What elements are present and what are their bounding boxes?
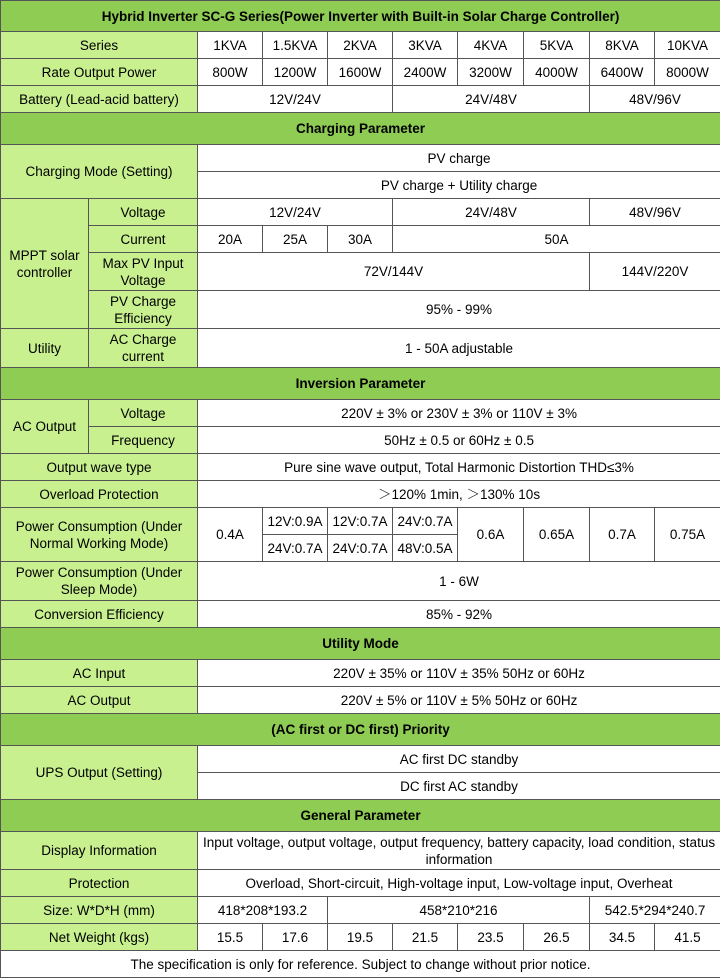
- overload-value: ＞120% 1min, ＞130% 10s: [198, 481, 720, 508]
- protection-value: Overload, Short-circuit, High-voltage input, Low-voltage input, Overheat: [198, 870, 720, 897]
- series-cell: 4KVA: [458, 32, 524, 59]
- conversion-label: Conversion Efficiency: [1, 601, 198, 628]
- rate-output-cell: 800W: [198, 59, 263, 86]
- charging-header: Charging Parameter: [1, 113, 720, 145]
- series-cell: 10KVA: [655, 32, 720, 59]
- footer-note: The specification is only for reference. Subject to change without prior notice.: [1, 951, 720, 978]
- overload-label: Overload Protection: [1, 481, 198, 508]
- weight-cell: 23.5: [458, 924, 524, 951]
- weight-cell: 41.5: [655, 924, 720, 951]
- power-normal-subcell: 24V:0.7A: [263, 535, 328, 562]
- size-cell: 458*210*216: [328, 897, 590, 924]
- series-cell: 1.5KVA: [263, 32, 328, 59]
- conversion-value: 85% - 92%: [198, 601, 720, 628]
- utility-label: Utility: [1, 329, 89, 368]
- um-ac-output-label: AC Output: [1, 687, 198, 714]
- charging-mode-option: PV charge + Utility charge: [198, 172, 720, 199]
- mppt-label: MPPT solar controller: [1, 199, 89, 329]
- max-pv-label: Max PV Input Voltage: [89, 253, 198, 291]
- rate-output-cell: 6400W: [590, 59, 655, 86]
- ac-charge-label: AC Charge current: [89, 329, 198, 368]
- weight-cell: 19.5: [328, 924, 393, 951]
- power-normal-subcell: 48V:0.5A: [393, 535, 458, 562]
- charging-mode-label: Charging Mode (Setting): [1, 145, 198, 199]
- size-cell: 418*208*193.2: [198, 897, 328, 924]
- ups-option: AC first DC standby: [198, 746, 720, 773]
- mppt-current-cell: 25A: [263, 226, 328, 253]
- power-normal-cell: 0.75A: [655, 508, 720, 562]
- weight-label: Net Weight (kgs): [1, 924, 198, 951]
- weight-cell: 34.5: [590, 924, 655, 951]
- power-normal-cell: 0.6A: [458, 508, 524, 562]
- ac-charge-value: 1 - 50A adjustable: [198, 329, 720, 368]
- wave-type-label: Output wave type: [1, 454, 198, 481]
- power-normal-cell: 12V:0.7A: [328, 508, 393, 535]
- max-pv-cell: 72V/144V: [198, 253, 590, 291]
- mppt-current-cell: 30A: [328, 226, 393, 253]
- mppt-voltage-cell: 12V/24V: [198, 199, 393, 226]
- wave-type-value: Pure sine wave output, Total Harmonic Distortion THD≤3%: [198, 454, 720, 481]
- power-normal-cell: 24V:0.7A: [393, 508, 458, 535]
- general-header: General Parameter: [1, 800, 720, 832]
- um-ac-input-label: AC Input: [1, 660, 198, 687]
- battery-cell: 12V/24V: [198, 86, 393, 113]
- um-ac-input-value: 220V ± 35% or 110V ± 35% 50Hz or 60Hz: [198, 660, 720, 687]
- battery-label: Battery (Lead-acid battery): [1, 86, 198, 113]
- pv-efficiency-label: PV Charge Efficiency: [89, 291, 198, 329]
- rate-output-label: Rate Output Power: [1, 59, 198, 86]
- protection-label: Protection: [1, 870, 198, 897]
- mppt-current-cell: 50A: [393, 226, 720, 253]
- inv-voltage-label: Voltage: [89, 400, 198, 427]
- rate-output-cell: 8000W: [655, 59, 720, 86]
- weight-cell: 26.5: [524, 924, 590, 951]
- inv-ac-output-label: AC Output: [1, 400, 89, 454]
- display-info-value: Input voltage, output voltage, output frequency, battery capacity, load condition, status information: [198, 832, 720, 870]
- inv-voltage-value: 220V ± 3% or 230V ± 3% or 110V ± 3%: [198, 400, 720, 427]
- weight-cell: 21.5: [393, 924, 458, 951]
- series-cell: 3KVA: [393, 32, 458, 59]
- ups-option: DC first AC standby: [198, 773, 720, 800]
- charging-mode-option: PV charge: [198, 145, 720, 172]
- pv-efficiency-value: 95% - 99%: [198, 291, 720, 329]
- series-cell: 1KVA: [198, 32, 263, 59]
- rate-output-cell: 3200W: [458, 59, 524, 86]
- rate-output-cell: 2400W: [393, 59, 458, 86]
- power-normal-subcell: 24V:0.7A: [328, 535, 393, 562]
- size-label: Size: W*D*H (mm): [1, 897, 198, 924]
- power-normal-cell: 0.65A: [524, 508, 590, 562]
- power-normal-cell: 0.4A: [198, 508, 263, 562]
- power-sleep-value: 1 - 6W: [198, 562, 720, 601]
- utility-mode-header: Utility Mode: [1, 628, 720, 660]
- series-label: Series: [1, 32, 198, 59]
- weight-cell: 15.5: [198, 924, 263, 951]
- inv-frequency-value: 50Hz ± 0.5 or 60Hz ± 0.5: [198, 427, 720, 454]
- battery-cell: 24V/48V: [393, 86, 590, 113]
- ups-output-label: UPS Output (Setting): [1, 746, 198, 800]
- power-normal-cell: 12V:0.9A: [263, 508, 328, 535]
- display-info-label: Display Information: [1, 832, 198, 870]
- battery-cell: 48V/96V: [590, 86, 720, 113]
- um-ac-output-value: 220V ± 5% or 110V ± 5% 50Hz or 60Hz: [198, 687, 720, 714]
- table-title: Hybrid Inverter SC-G Series(Power Inverter with Built-in Solar Charge Controller): [1, 1, 720, 32]
- inv-frequency-label: Frequency: [89, 427, 198, 454]
- power-normal-cell: 0.7A: [590, 508, 655, 562]
- power-sleep-label: Power Consumption (Under Sleep Mode): [1, 562, 198, 601]
- mppt-voltage-cell: 24V/48V: [393, 199, 590, 226]
- power-normal-label: Power Consumption (Under Normal Working Mode): [1, 508, 198, 562]
- rate-output-cell: 1600W: [328, 59, 393, 86]
- weight-cell: 17.6: [263, 924, 328, 951]
- size-cell: 542.5*294*240.7: [590, 897, 720, 924]
- mppt-voltage-cell: 48V/96V: [590, 199, 720, 226]
- rate-output-cell: 1200W: [263, 59, 328, 86]
- max-pv-cell: 144V/220V: [590, 253, 720, 291]
- priority-header: (AC first or DC first) Priority: [1, 714, 720, 746]
- mppt-voltage-label: Voltage: [89, 199, 198, 226]
- series-cell: 2KVA: [328, 32, 393, 59]
- inversion-header: Inversion Parameter: [1, 368, 720, 400]
- rate-output-cell: 4000W: [524, 59, 590, 86]
- mppt-current-cell: 20A: [198, 226, 263, 253]
- series-cell: 5KVA: [524, 32, 590, 59]
- series-cell: 8KVA: [590, 32, 655, 59]
- mppt-current-label: Current: [89, 226, 198, 253]
